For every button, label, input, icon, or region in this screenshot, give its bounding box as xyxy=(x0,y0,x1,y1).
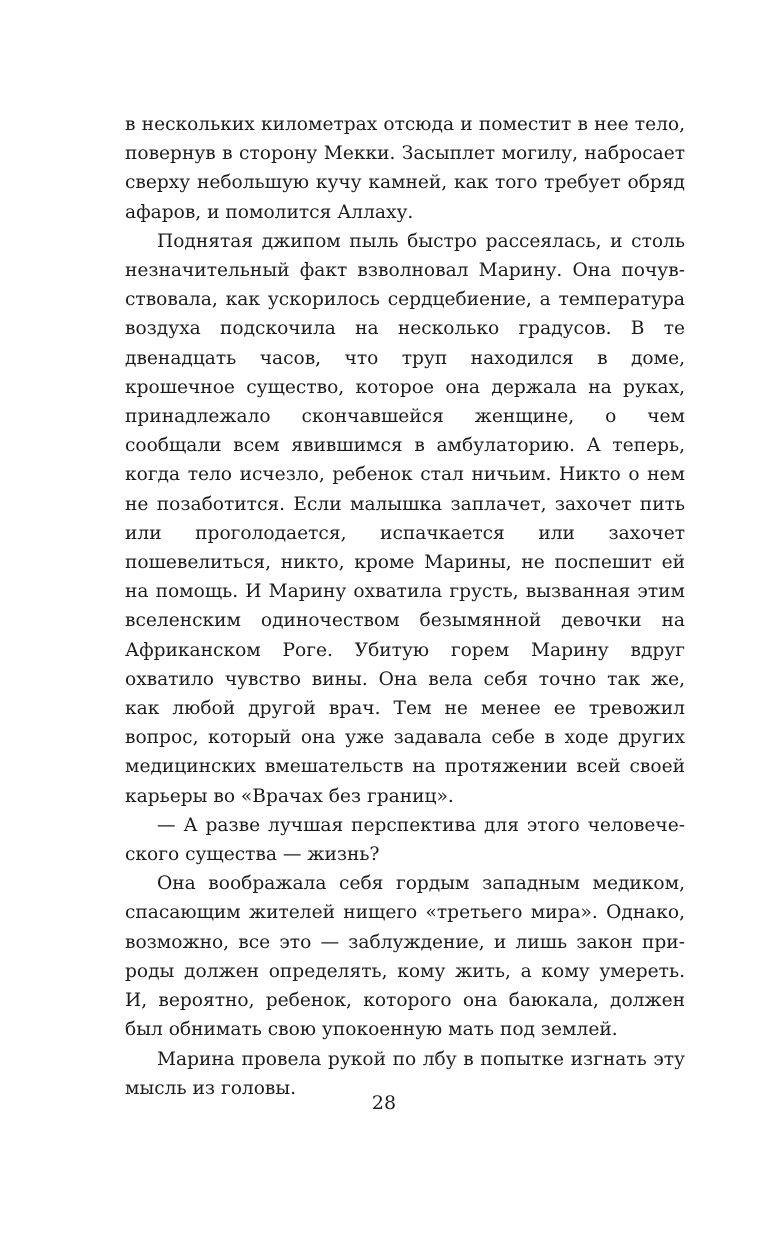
paragraph-continuation: в нескольких километрах отсюда и поместит в нее тело, повернув в сторону Мекки. Засыплет могилу, набросает сверху небольшую кучу камней, как того требует обряд афаров, и помолится Аллаху. xyxy=(125,114,685,223)
body-text xyxy=(125,110,685,1103)
page-number: 28 xyxy=(371,1092,397,1114)
paragraph: Поднятая джипом пыль быстро рассеялась, и столь незначительный факт взволновал Марину. Она почувствовала, как ускорилось сердцебиение, а температура воздуха подскочила на несколько градусов. В те двенадцать часов, что труп находился в доме, крошечное существо, которое она держала на руках, принадлежало скончавшейся женщине, о чем сообщали всем явившимся в амбулаторию. А теперь, когда тело исчезло, ребенок стал ничьим. Никто о нем не позаботится. Если малышка заплачет, захочет пить или проголодается, испачкается или захочет пошевелиться, никто, кроме Марины, не поспешит ей на помощь. И Марину охватила грусть, вызванная этим вселенским одиночеством безымянной девочки на Африканском Роге. Убитую горем Марину вдруг охватило чувство вины. Она вела себя точно так же, как любой другой врач. Тем не менее ее тревожил вопрос, который она уже задавала себе в ходе других медицинских вмешательств на протяжении всей своей карьеры во «Врачах без границ». xyxy=(125,230,685,807)
paragraph: Она воображала себя гордым западным медиком, спасающим жителей нищего «третьего мира». Однако, возможно, все это — заблуждение, и лишь закон природы должен определять, кому жить, а кому умереть. И, вероятно, ребенок, которого она баюкала, должен был обнимать свою упокоенную мать под землей. xyxy=(125,873,685,1041)
paragraph: Марина провела рукой по лбу в попытке изгнать эту мысль из головы. xyxy=(125,1048,685,1099)
dialogue-line: — А разве лучшая перспектива для этого человеческого существа — жизнь? xyxy=(125,814,685,866)
